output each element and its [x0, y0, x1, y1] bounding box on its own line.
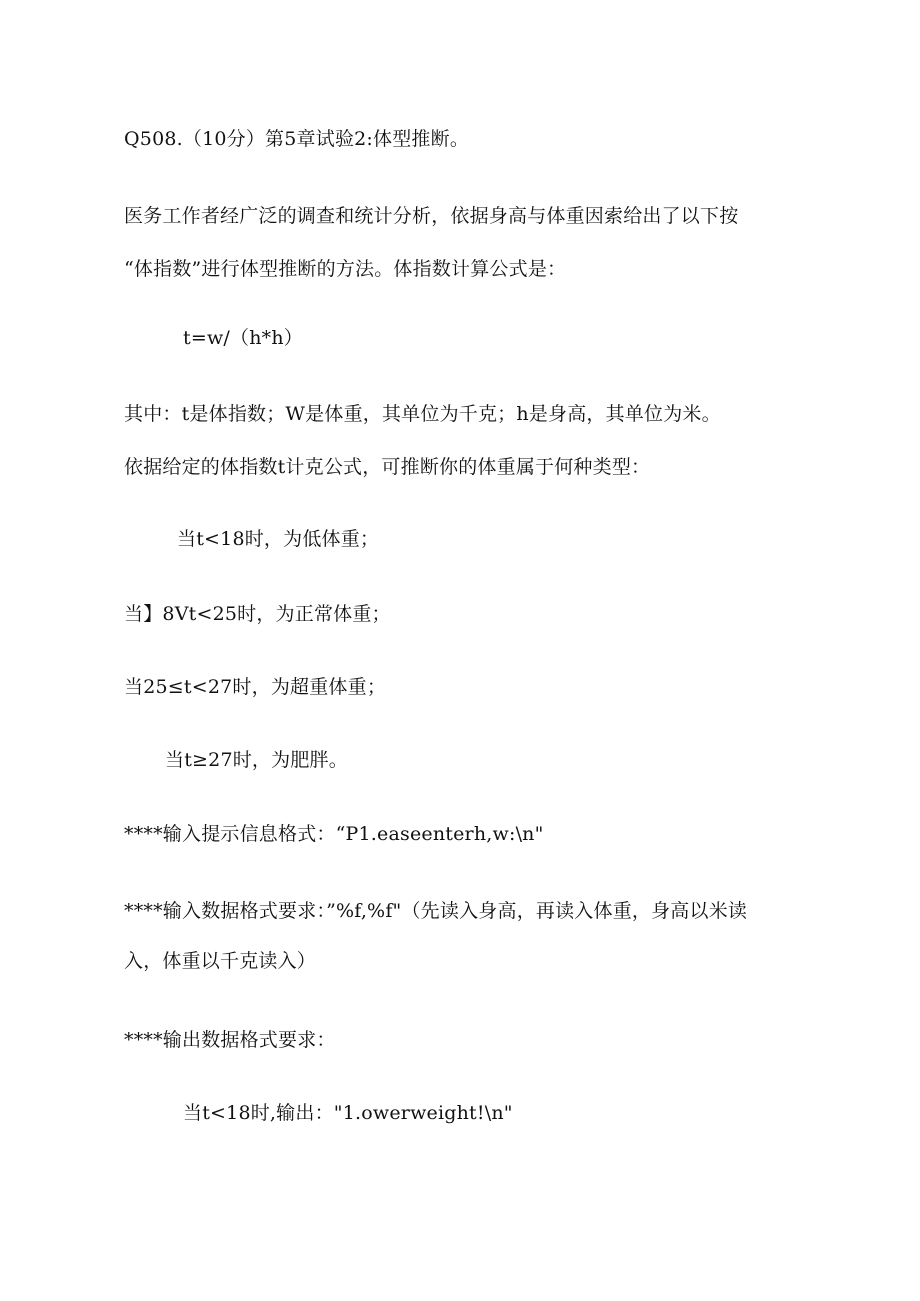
formula: t=w/（h*h）	[183, 327, 303, 349]
condition-underweight: 当t<18时，为低体重；	[177, 528, 380, 550]
output-format-title: ****输出数据格式要求：	[124, 1029, 336, 1051]
intro-line-1: 医务工作者经广泛的调查和统计分析，依据身高与体重因索给出了以下按	[124, 205, 739, 227]
classification-intro: 依据给定的体指数t计克公式，可推断你的体重属于何种类型：	[124, 456, 651, 478]
question-title: Q508.（10分）第5章试验2:体型推断。	[124, 128, 470, 150]
input-prompt-format: ****输入提示信息格式：“P1.easeenterh,w:\n"	[124, 823, 544, 845]
definition-line: 其中：t是体指数；W是体重，其单位为千克；h是身高，其单位为米。	[124, 403, 721, 425]
input-data-format-line-1: ****输入数据格式要求：”%f,%f"（先读入身高，再读入体重，身高以米读	[124, 900, 748, 922]
intro-line-2: “体指数”进行体型推断的方法。体指数计算公式是：	[124, 258, 567, 280]
condition-obese: 当t≥27时，为肥胖。	[165, 749, 348, 771]
output-rule-1: 当t<18时,输出："1.owerweight!\n"	[183, 1102, 513, 1124]
input-data-format-line-2: 入，体重以千克读入）	[124, 950, 317, 972]
condition-normal: 当】8Vt<25时，为正常体重；	[124, 603, 391, 625]
condition-overweight: 当25≤t<27时，为超重体重；	[124, 676, 387, 698]
